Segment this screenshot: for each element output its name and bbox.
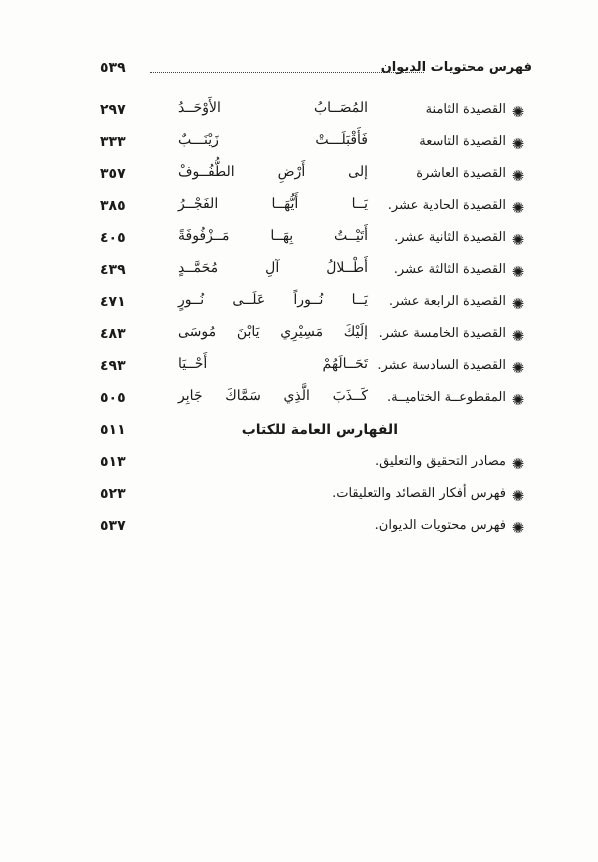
poem-first-words: أَطْــلالُ آلِ مُحَمَّــدٍ (178, 260, 368, 276)
index-label: مصادر التحقيق والتعليق. (374, 454, 506, 469)
index-label: فهرس محتويات الديوان. (374, 518, 506, 533)
flower-ornament-icon: ✺ (511, 327, 525, 345)
poem-first-words: يَــا أَيُّهَــا الفَجْــرُ (178, 196, 368, 212)
poem-first-words: إلَيْكَ مَسِيْرِي يَابْنَ مُوسَى (178, 324, 368, 340)
poem-first-words: المُصَــابُ الأَوْحَــدُ (178, 100, 368, 116)
poem-name: القصيدة التاسعة (419, 134, 506, 149)
index-entry[interactable] (0, 448, 598, 480)
poem-entry[interactable] (0, 384, 598, 416)
section-heading: الفهارس العامة للكتاب (241, 422, 398, 438)
poem-entry[interactable] (0, 256, 598, 288)
flower-ornament-icon: ✺ (511, 167, 525, 185)
flower-ornament-icon: ✺ (511, 295, 525, 313)
poem-page-number: ٤٨٣ (100, 326, 126, 342)
header-dotted-rule (150, 72, 424, 73)
poem-entry[interactable] (0, 352, 598, 384)
poem-entry[interactable] (0, 192, 598, 224)
flower-ornament-icon: ✺ (511, 487, 525, 505)
flower-ornament-icon: ✺ (511, 263, 525, 281)
poem-entry[interactable] (0, 96, 598, 128)
poem-first-words: تَحَــالَهُمْ أَحْــيَا (178, 356, 368, 372)
poem-page-number: ٣٣٣ (100, 134, 126, 150)
poem-page-number: ٥٠٥ (100, 390, 126, 406)
section-page-number: ٥١١ (100, 422, 126, 438)
index-page-number: ٥٣٧ (100, 518, 126, 534)
poem-page-number: ٤٧١ (100, 294, 126, 310)
index-page-number: ٥٢٣ (100, 486, 126, 502)
poem-page-number: ٤٣٩ (100, 262, 126, 278)
index-entry[interactable] (0, 512, 598, 544)
poem-entry[interactable] (0, 128, 598, 160)
poem-name: القصيدة الرابعة عشر. (388, 294, 506, 309)
flower-ornament-icon: ✺ (511, 199, 525, 217)
poem-entry[interactable] (0, 160, 598, 192)
poem-name: المقطوعــة الختاميــة. (387, 390, 506, 405)
header-page-number: ٥٣٩ (100, 60, 126, 76)
poem-page-number: ٢٩٧ (100, 102, 126, 118)
index-label: فهرس أفكار القصائد والتعليقات. (332, 486, 506, 501)
flower-ornament-icon: ✺ (511, 135, 525, 153)
poem-page-number: ٣٥٧ (100, 166, 126, 182)
flower-ornament-icon: ✺ (511, 391, 525, 409)
flower-ornament-icon: ✺ (511, 519, 525, 537)
poem-name: القصيدة السادسة عشر. (377, 358, 506, 373)
running-header (100, 58, 532, 84)
header-title: فهرس محتويات الديوان (380, 60, 532, 75)
poem-name: القصيدة الثانية عشر. (394, 230, 506, 245)
poem-name: القصيدة الثالثة عشر. (393, 262, 506, 277)
poem-first-words: أَتَيْــتُ بِهَــا مَــزْفُوفَةً (178, 228, 368, 244)
index-entry[interactable] (0, 480, 598, 512)
poem-page-number: ٣٨٥ (100, 198, 126, 214)
contents-list (0, 96, 598, 544)
poem-name: القصيدة الخامسة عشر. (378, 326, 506, 341)
index-page-number: ٥١٣ (100, 454, 126, 470)
flower-ornament-icon: ✺ (511, 103, 525, 121)
poem-first-words: إلى أَرْضِ الطُّفُــوفْ (178, 164, 368, 180)
poem-first-words: فَأَقْبَلَـــتْ زَيْنَـــبٌ (178, 132, 368, 148)
poem-name: القصيدة الثامنة (425, 102, 506, 117)
poem-first-words: كَــذَبَ الَّذِي سَمَّاكَ جَابِر (178, 388, 368, 404)
poem-name: القصيدة العاشرة (416, 166, 506, 181)
poem-first-words: يَــا نُــوراً عَلَــى نُــورٍ (178, 292, 368, 308)
poem-page-number: ٤٠٥ (100, 230, 126, 246)
poem-name: القصيدة الحادية عشر. (387, 198, 506, 213)
poem-entry[interactable] (0, 320, 598, 352)
poem-page-number: ٤٩٣ (100, 358, 126, 374)
poem-entry[interactable] (0, 224, 598, 256)
section-heading-row[interactable] (0, 416, 598, 448)
flower-ornament-icon: ✺ (511, 231, 525, 249)
flower-ornament-icon: ✺ (511, 359, 525, 377)
poem-entry[interactable] (0, 288, 598, 320)
flower-ornament-icon: ✺ (511, 455, 525, 473)
